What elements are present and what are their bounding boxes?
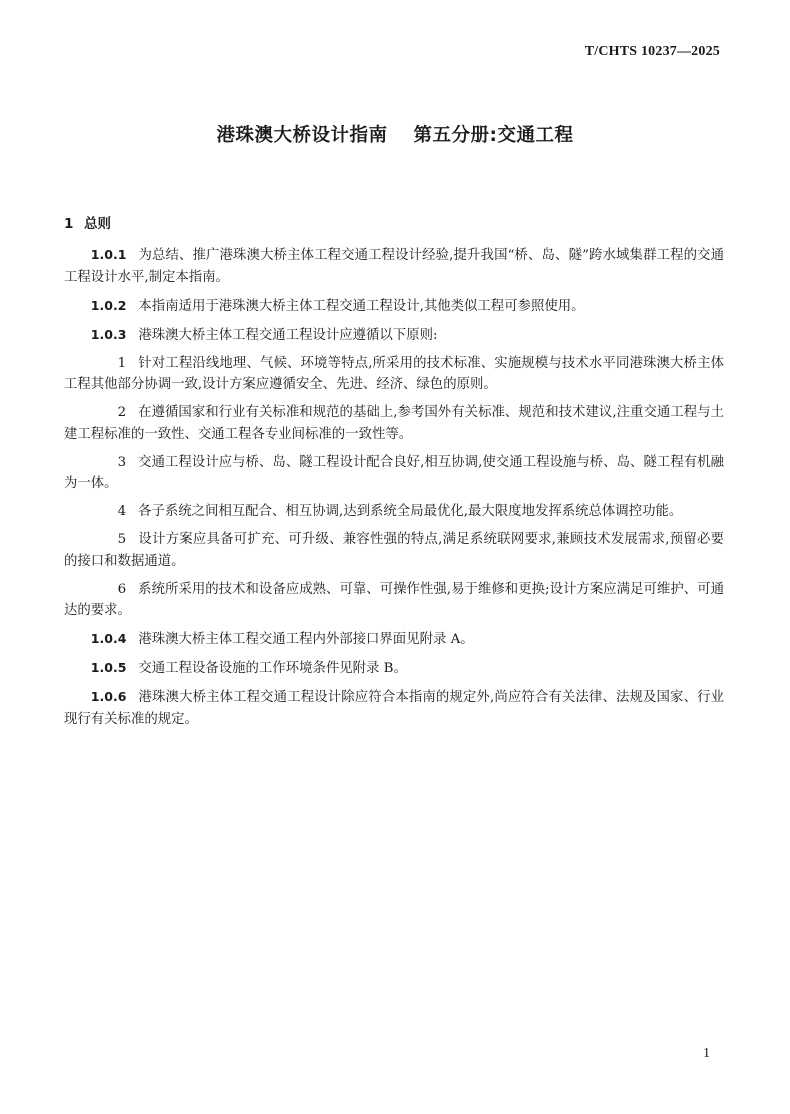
clause-text: 本指南适用于港珠澳大桥主体工程交通工程设计,其他类似工程可参照使用。 [138, 298, 585, 314]
clause-number: 1.0.4 [90, 631, 127, 646]
clause-text: 港珠澳大桥主体工程交通工程内外部接口界面见附录 A。 [138, 632, 474, 647]
title-volume: 第五分册:交通工程 [413, 125, 574, 146]
clause-1-0-6 [64, 686, 724, 730]
clause-1-0-3 [64, 324, 724, 347]
principle-item [64, 353, 724, 396]
clause-text: 为总结、推广港珠澳大桥主体工程交通工程设计经验,提升我国“桥、岛、隧”跨水域集群工程的交通工程设计水平,制定本指南。 [64, 248, 724, 285]
clause-text: 交通工程设备设施的工作环境条件见附录 B。 [138, 661, 407, 676]
principle-item [64, 402, 724, 445]
clause-number: 1.0.3 [90, 326, 127, 342]
document-title [0, 121, 790, 147]
item-number: 6 [117, 581, 127, 597]
principle-item [64, 501, 724, 523]
item-text: 针对工程沿线地理、气候、环境等特点,所采用的技术标准、实施规模与技术水平同港珠澳大桥主体工程其他部分协调一致,设计方案应遵循安全、先进、经济、绿色的原则。 [64, 355, 724, 392]
section-number: 1 [64, 216, 74, 232]
clause-1-0-1 [64, 244, 724, 288]
item-number: 4 [117, 504, 127, 519]
clause-text: 港珠澳大桥主体工程交通工程设计除应符合本指南的规定外,尚应符合有关法律、法规及国家、行业现行有关标准的规定。 [64, 690, 724, 727]
title-main: 港珠澳大桥设计指南 [216, 125, 388, 146]
clause-1-0-2 [64, 295, 724, 318]
item-text: 设计方案应具备可扩充、可升级、兼容性强的特点,满足系统联网要求,兼顾技术发展需求,预留必要的接口和数据通道。 [64, 532, 724, 569]
clause-text: 港珠澳大桥主体工程交通工程设计应遵循以下原则: [138, 327, 438, 343]
section-title: 总则 [84, 216, 111, 232]
item-number: 2 [117, 405, 127, 420]
item-number: 3 [117, 454, 127, 470]
clause-number: 1.0.5 [90, 660, 127, 675]
principle-item [64, 579, 724, 622]
clause-1-0-5 [64, 657, 724, 680]
clause-number: 1.0.6 [90, 689, 127, 704]
page-number: 1 [703, 1046, 710, 1061]
item-text: 各子系统之间相互配合、相互协调,达到系统全局最优化,最大限度地发挥系统总体调控功能。 [138, 504, 683, 519]
clause-1-0-4 [64, 628, 724, 651]
document-body [64, 244, 724, 737]
standard-code: T/CHTS 10237—2025 [584, 44, 720, 59]
item-text: 交通工程设计应与桥、岛、隧工程设计配合良好,相互协调,使交通工程设施与桥、岛、隧工程有机融为一体。 [64, 454, 724, 491]
clause-number: 1.0.2 [90, 297, 127, 313]
principle-item [64, 529, 724, 572]
item-number: 5 [117, 532, 127, 547]
item-number: 1 [117, 355, 127, 371]
item-text: 在遵循国家和行业有关标准和规范的基础上,参考国外有关标准、规范和技术建议,注重交通工程与土建工程标准的一致性、交通工程各专业间标准的一致性等。 [64, 405, 724, 442]
item-text: 系统所采用的技术和设备应成熟、可靠、可操作性强,易于维修和更换;设计方案应满足可维护、可通达的要求。 [64, 581, 724, 618]
section-heading [64, 212, 111, 232]
clause-number: 1.0.1 [90, 247, 127, 262]
principle-item [64, 452, 724, 495]
